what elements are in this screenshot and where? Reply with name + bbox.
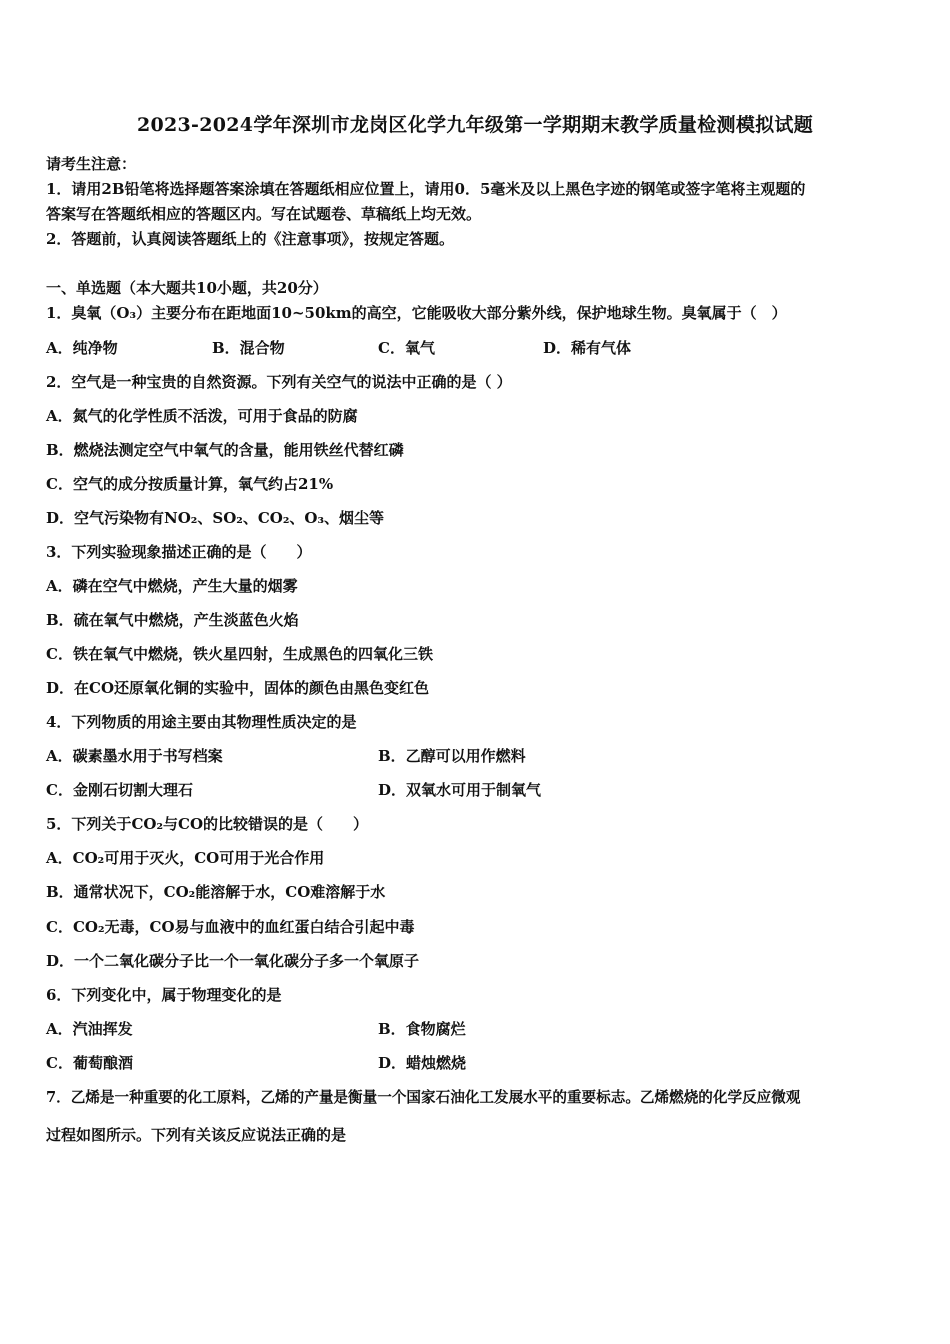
question-1-option-d: D．稀有气体 — [543, 339, 632, 357]
question-2-option-a: A．氮气的化学性质不活泼，可用于食品的防腐 — [46, 407, 358, 425]
notice-item-2: 2．答题前，认真阅读答题纸上的《注意事项》，按规定答题。 — [46, 230, 454, 248]
question-2-option-d: D．空气污染物有NO₂、SO₂、CO₂、O₃、烟尘等 — [46, 509, 385, 527]
question-6-option-b: B．食物腐烂 — [378, 1020, 466, 1038]
question-3-option-c: C．铁在氧气中燃烧，铁火星四射，生成黑色的四氧化三铁 — [46, 645, 433, 663]
question-5-option-d: D．一个二氧化碳分子比一个一氧化碳分子多一个氧原子 — [46, 952, 420, 970]
exam-title: 2023-2024学年深圳市龙岗区化学九年级第一学期期末教学质量检测模拟试题 — [136, 114, 814, 136]
question-5-option-a: A．CO₂可用于灭火，CO可用于光合作用 — [46, 849, 325, 867]
question-4-option-b: B．乙醇可以用作燃料 — [378, 747, 526, 765]
question-6-option-c: C．葡萄酿酒 — [46, 1054, 133, 1072]
question-4-option-d: D．双氧水可用于制氧气 — [378, 781, 542, 799]
question-3-stem: 3．下列实验现象描述正确的是（ ） — [46, 543, 312, 561]
question-7-stem-line-1: 7．乙烯是一种重要的化工原料，乙烯的产量是衡量一个国家石油化工发展水平的重要标志。乙烯燃烧的化学反应微观 — [46, 1089, 801, 1106]
question-2-option-c: C．空气的成分按质量计算，氧气约占21% — [46, 475, 334, 493]
question-1-option-b: B．混合物 — [212, 339, 285, 357]
question-2-stem: 2．空气是一种宝贵的自然资源。下列有关空气的说法中正确的是（ ） — [46, 373, 512, 391]
notice-item-1: 1．请用2B铅笔将选择题答案涂填在答题纸相应位置上，请用0．5毫米及以上黑色字迹的钢笔或签字笔将主观题的 — [46, 180, 806, 198]
notice-item-1-cont: 答案写在答题纸相应的答题区内。写在试题卷、草稿纸上均无效。 — [46, 205, 482, 223]
question-4-stem: 4．下列物质的用途主要由其物理性质决定的是 — [46, 713, 357, 731]
question-3-option-b: B．硫在氧气中燃烧，产生淡蓝色火焰 — [46, 611, 299, 629]
question-4-option-c: C．金刚石切割大理石 — [46, 781, 193, 799]
question-6-stem: 6．下列变化中，属于物理变化的是 — [46, 986, 282, 1004]
question-6-option-a: A．汽油挥发 — [46, 1020, 133, 1038]
question-1-option-a: A．纯净物 — [46, 339, 118, 357]
question-2-option-b: B．燃烧法测定空气中氧气的含量，能用铁丝代替红磷 — [46, 441, 404, 459]
question-5-option-b: B．通常状况下，CO₂能溶解于水，CO难溶解于水 — [46, 883, 386, 901]
question-7-stem-line-2: 过程如图所示。下列有关该反应说法正确的是 — [46, 1126, 347, 1144]
question-1-option-c: C．氧气 — [378, 339, 435, 357]
section-heading: 一、单选题（本大题共10小题，共20分） — [46, 279, 328, 297]
question-5-option-c: C．CO₂无毒，CO易与血液中的血红蛋白结合引起中毒 — [46, 918, 415, 936]
notice-heading: 请考生注意： — [46, 155, 137, 173]
question-1-stem: 1．臭氧（O₃）主要分布在距地面10~50km的高空，它能吸收大部分紫外线，保护地球生物。臭氧属于（ ） — [46, 304, 787, 322]
question-3-option-a: A．磷在空气中燃烧，产生大量的烟雾 — [46, 577, 298, 595]
question-5-stem: 5．下列关于CO₂与CO的比较错误的是（ ） — [46, 815, 369, 833]
question-6-option-d: D．蜡烛燃烧 — [378, 1054, 467, 1072]
question-3-option-d: D．在CO还原氧化铜的实验中，固体的颜色由黑色变红色 — [46, 679, 430, 697]
question-4-option-a: A．碳素墨水用于书写档案 — [46, 747, 223, 765]
